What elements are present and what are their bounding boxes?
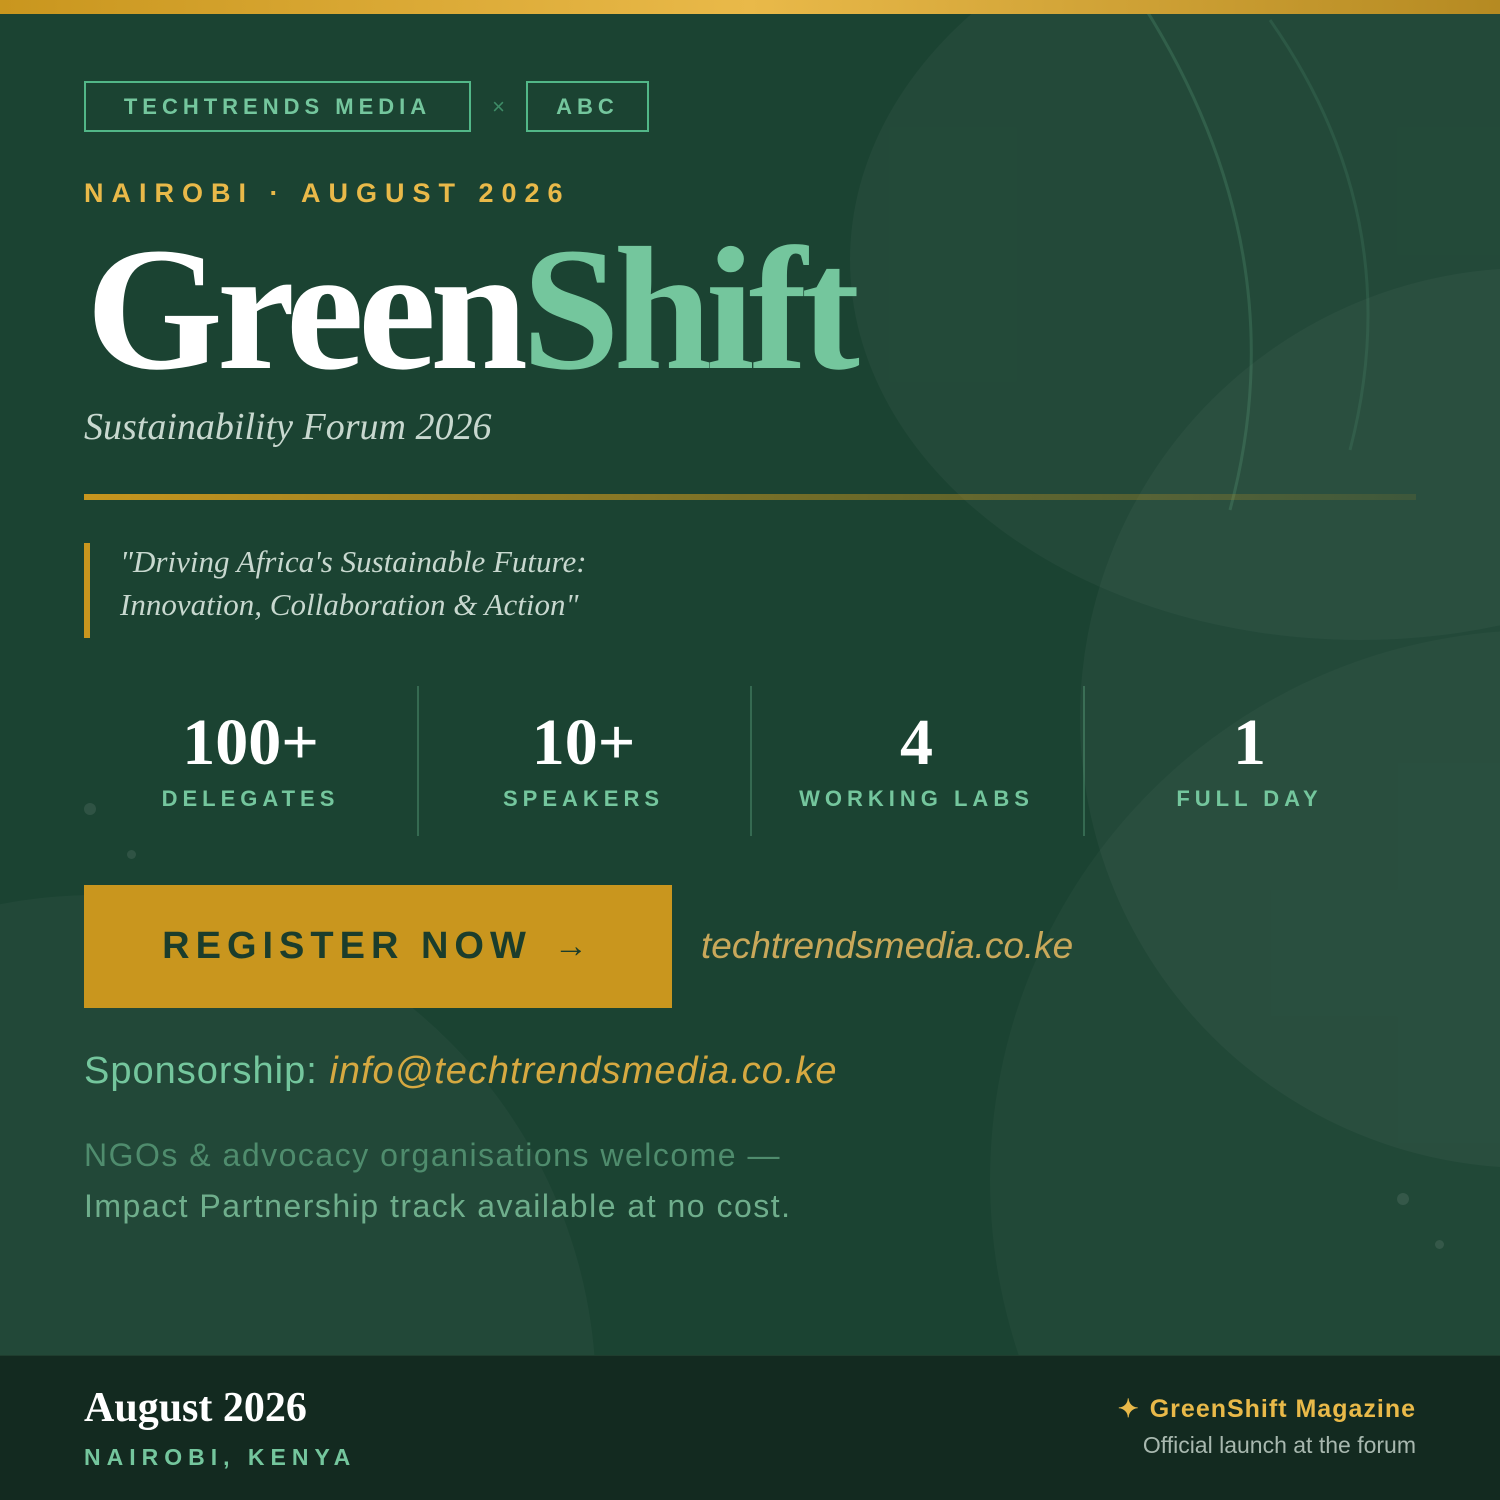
magazine-title-row — [1118, 1394, 1416, 1424]
divider — [84, 494, 1416, 500]
register-now-button[interactable] — [84, 885, 672, 1008]
sponsorship-label: Sponsorship: — [84, 1050, 318, 1092]
stat-label: FULL DAY — [1176, 786, 1323, 811]
stat-label: DELEGATES — [161, 786, 340, 811]
stat-label: SPEAKERS — [502, 786, 665, 811]
decor-dot — [127, 850, 136, 859]
sponsorship-line — [84, 1050, 838, 1093]
stat-speakers — [417, 686, 750, 836]
footer-magazine — [1118, 1394, 1416, 1459]
decor-dot — [1435, 1240, 1444, 1249]
ngo-note-line: NGOs & advocacy organisations welcome — — [84, 1137, 781, 1173]
tagline-quote — [84, 543, 587, 638]
sponsorship-email-link[interactable]: info@techtrendsmedia.co.ke — [329, 1050, 838, 1092]
register-label: REGISTER NOW — [162, 925, 532, 967]
footer-date: August 2026 — [84, 1385, 307, 1431]
sparkle-icon: ✦ — [1117, 1395, 1140, 1423]
decor-dot — [1397, 1193, 1409, 1205]
stat-working-labs — [750, 686, 1083, 836]
ngo-note — [84, 1130, 792, 1232]
partner-abc: ABC — [526, 81, 649, 132]
title-green: Green — [86, 212, 522, 407]
quote-line: "Driving Africa's Sustainable Future: — [120, 544, 587, 579]
website-link[interactable]: techtrendsmedia.co.ke — [701, 925, 1074, 966]
stat-value: 10+ — [531, 706, 636, 779]
stats-row — [84, 686, 1416, 836]
stat-full-day — [1083, 686, 1416, 836]
stat-value: 100+ — [182, 706, 319, 779]
quote-line: Innovation, Collaboration & Action" — [120, 587, 579, 622]
stat-value: 1 — [1233, 706, 1266, 779]
arrow-right-icon: → — [553, 927, 594, 965]
event-subtitle: Sustainability Forum 2026 — [84, 406, 492, 448]
decor-circle — [850, 0, 1500, 640]
partner-separator: × — [492, 93, 505, 119]
ngo-note-line: Impact Partnership track available at no cost. — [84, 1188, 792, 1224]
stat-value: 4 — [900, 706, 933, 779]
magazine-title: GreenShift Magazine — [1149, 1395, 1416, 1423]
partner-logos — [84, 81, 649, 132]
footer-location: NAIROBI, KENYA — [84, 1444, 357, 1470]
stat-label: WORKING LABS — [799, 786, 1034, 811]
magazine-note: Official launch at the forum — [1142, 1432, 1416, 1458]
top-accent-bar — [0, 0, 1500, 14]
event-dateline: NAIROBI · AUGUST 2026 — [84, 178, 571, 208]
stat-delegates — [84, 686, 417, 836]
event-title — [86, 212, 854, 407]
title-shift: Shift — [521, 212, 854, 407]
footer — [0, 1355, 1500, 1500]
partner-techtrends: TECHTRENDS MEDIA — [84, 81, 471, 132]
